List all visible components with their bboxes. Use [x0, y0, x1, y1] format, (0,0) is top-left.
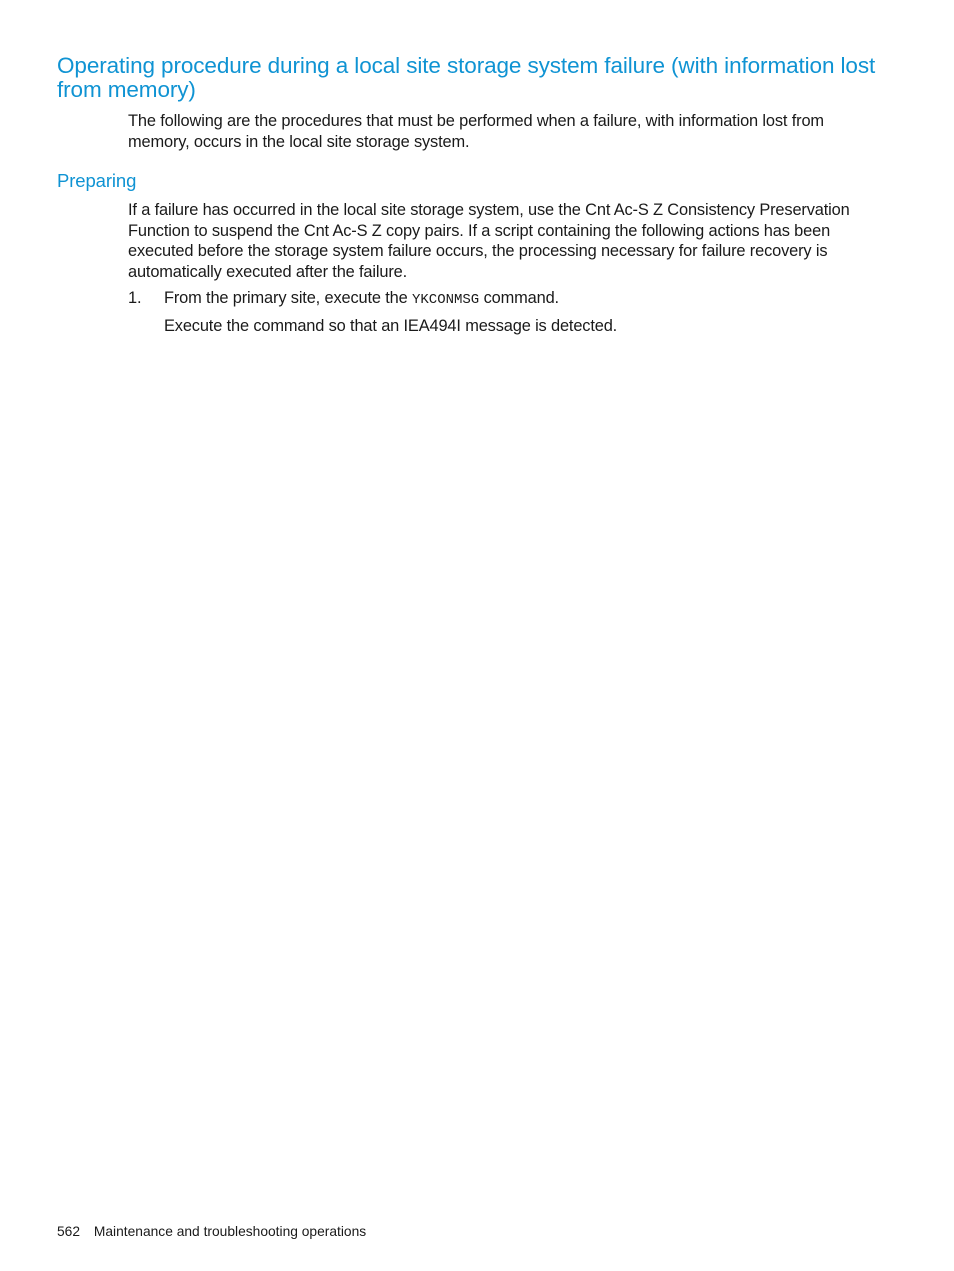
step-number: 1.	[128, 289, 142, 307]
page-title: Operating procedure during a local site storage system failure (with information lost from memory)	[57, 53, 876, 102]
step-text-before: From the primary site, execute the	[164, 289, 412, 307]
step-1-detail: Execute the command so that an IEA494I message is detected.	[164, 317, 618, 335]
page-number: 562	[57, 1224, 81, 1239]
command-code: YKCONMSG	[412, 292, 480, 308]
step-text	[164, 288, 559, 311]
intro-paragraph: The following are the procedures that must be performed when a failure, with information lost from memory, occurs in the local site storage system.	[128, 112, 824, 151]
footer-title: Maintenance and troubleshooting operations	[93, 1224, 367, 1239]
section-heading-preparing: Preparing	[57, 170, 137, 191]
page-footer	[57, 1223, 366, 1241]
step-text-after: command.	[479, 289, 559, 307]
preparing-paragraph: If a failure has occurred in the local site storage system, use the Cnt Ac-S Z Consistency Preservation Function to suspend the Cnt Ac-S Z copy pairs. If a script containing the following actions has been executed before the storage system failure occurs, the processing necessary for failure recovery is automatically executed after the failure.	[128, 201, 850, 282]
